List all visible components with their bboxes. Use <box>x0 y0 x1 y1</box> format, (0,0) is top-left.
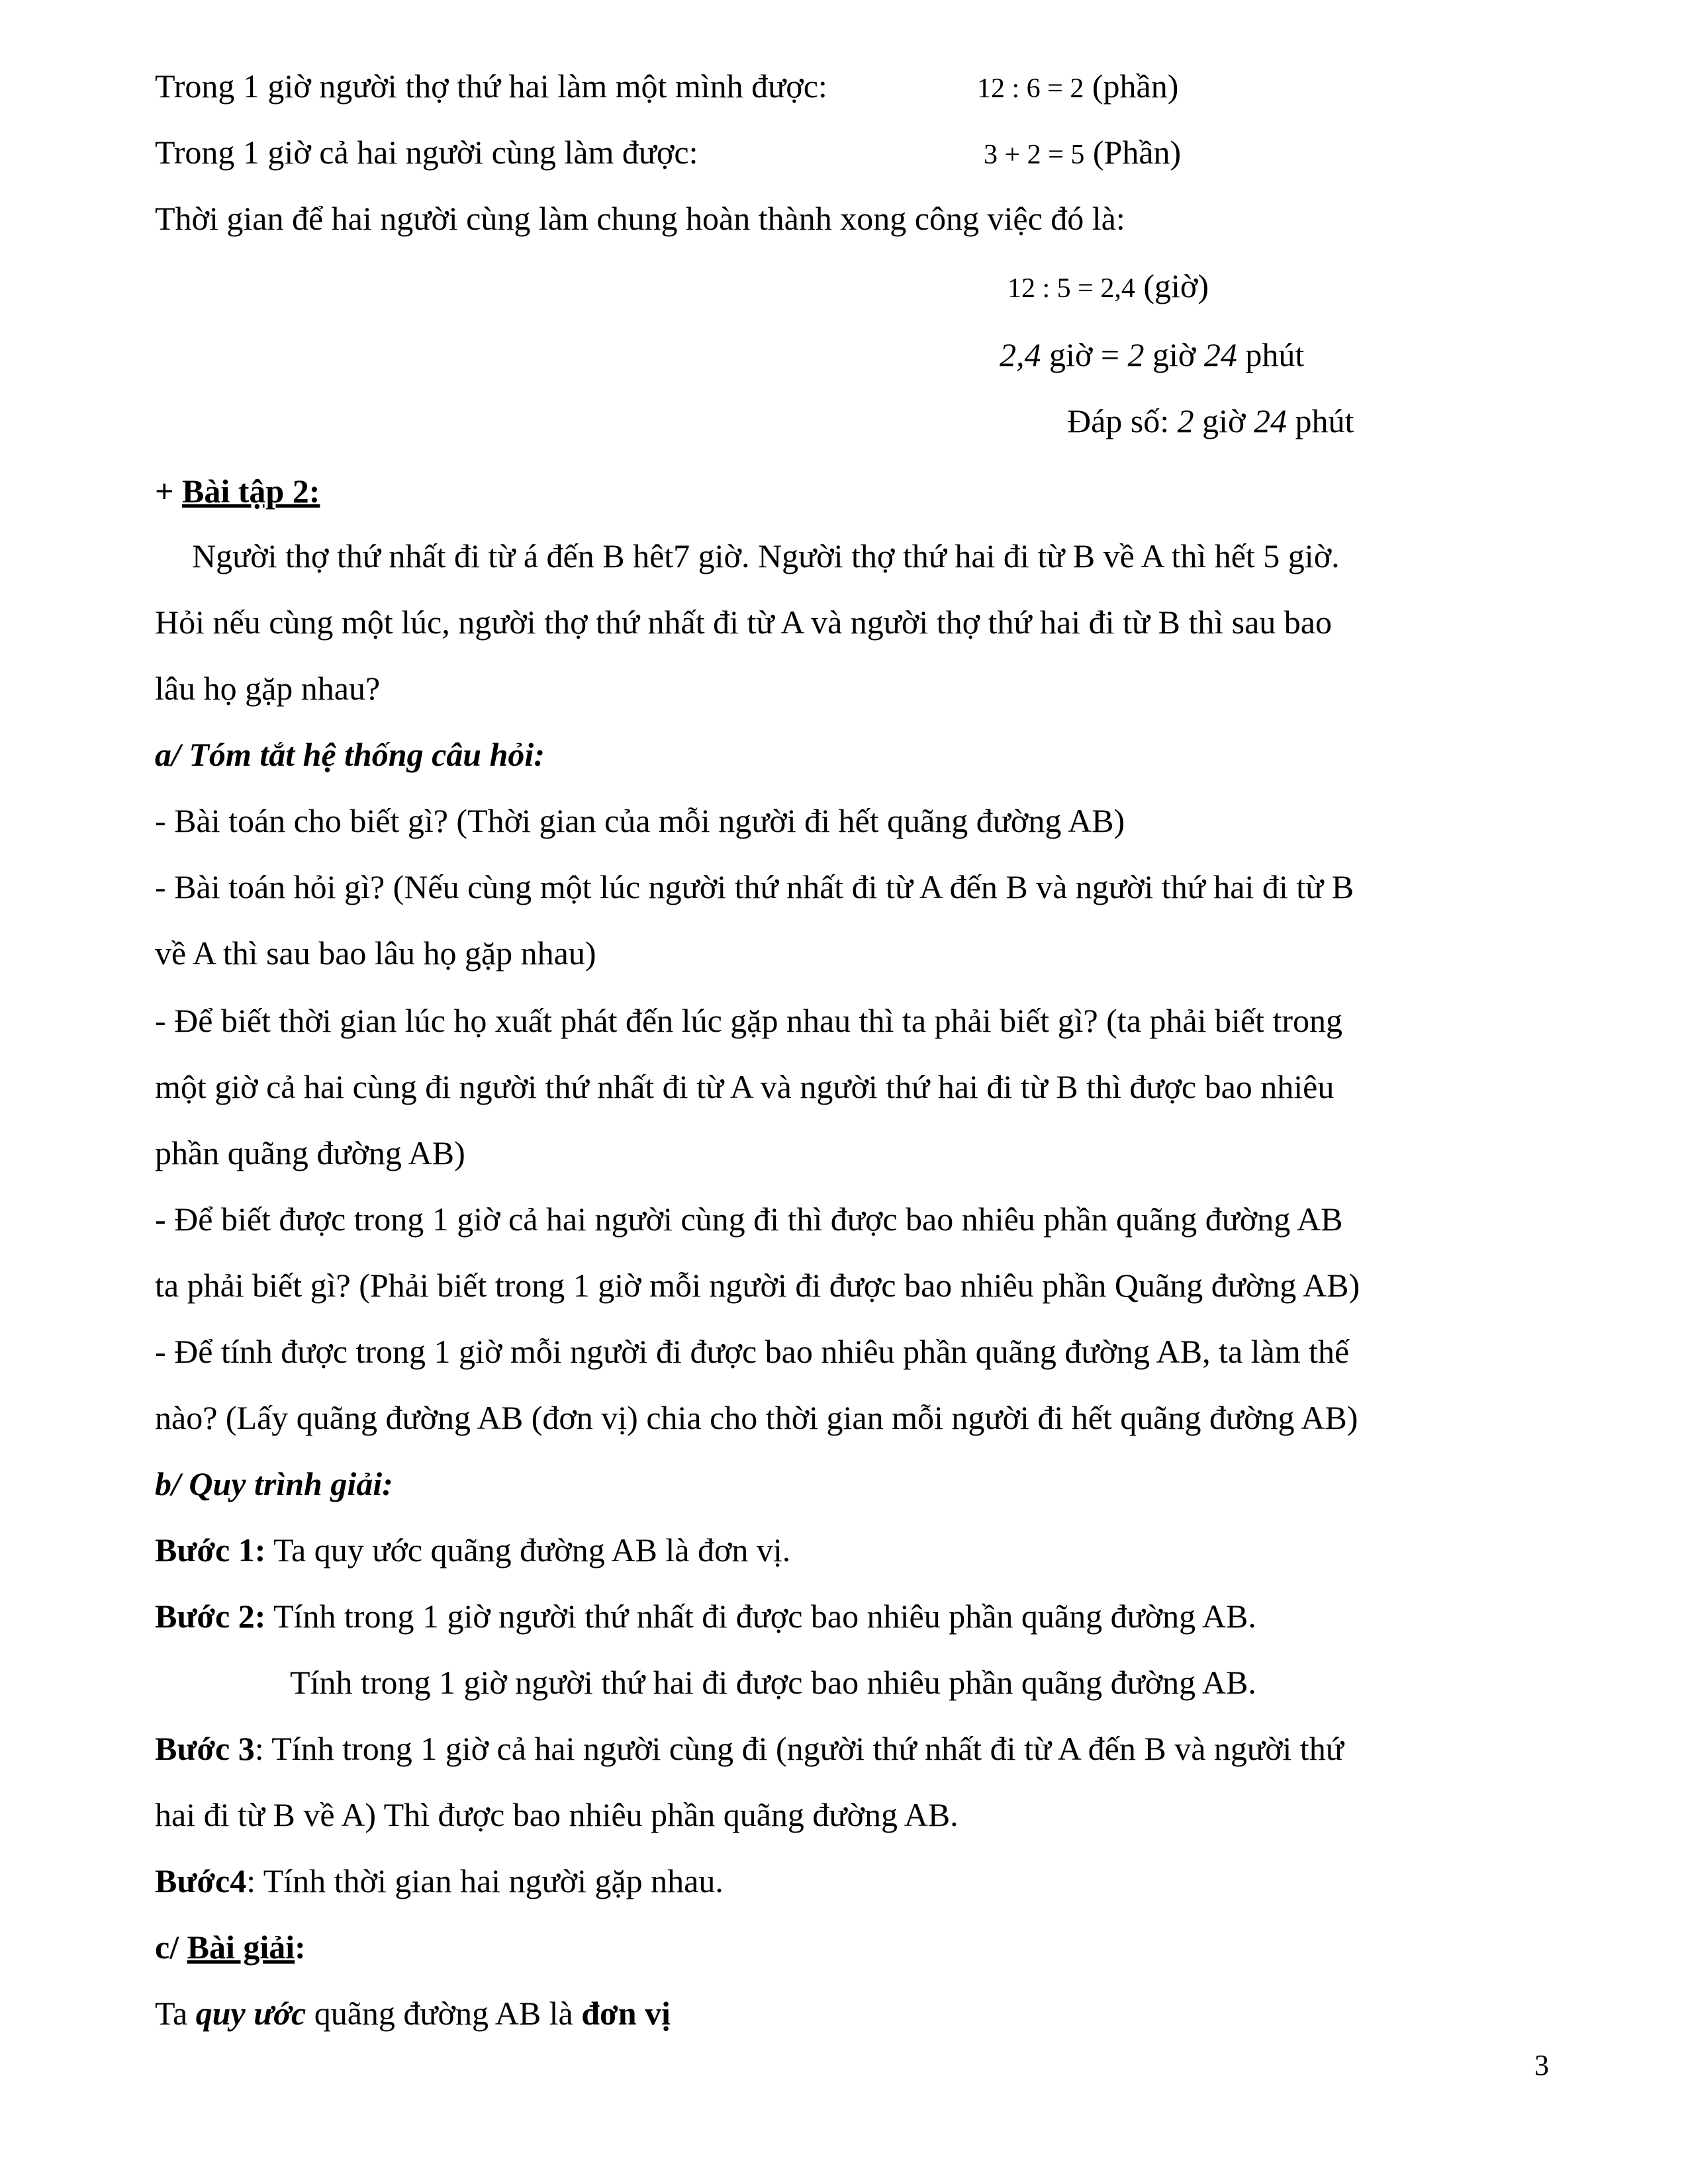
calc-line-5-e: 24 <box>1203 336 1237 373</box>
section-a-line-9: - Để tính được trong 1 giờ mỗi người đi được bao nhiêu phần quãng đường AB, ta làm thế <box>155 1333 1350 1370</box>
section-b-title: b/ Quy trình giải: <box>155 1465 393 1502</box>
problem-line-3-text: lâu họ gặp nhau? <box>155 670 381 707</box>
section-a-line-1: - Bài toán cho biết gì? (Thời gian của mỗi người đi hết quãng đường AB) <box>155 802 1125 839</box>
calc-line-3-text: Thời gian để hai người cùng làm chung hoàn thành xong công việc đó là: <box>155 200 1125 237</box>
calc-line-4-expr: 12 : 5 = 2,4 <box>1008 273 1135 304</box>
calc-line-3 <box>155 199 1125 238</box>
calc-line-2-text: Trong 1 giờ cả hai người cùng làm được: <box>155 134 698 171</box>
section-a-line-2: - Bài toán hỏi gì? (Nếu cùng một lúc người thứ nhất đi từ A đến B và người thứ hai đi từ B <box>155 868 1354 905</box>
section-c-line-d: đơn vị <box>581 1995 671 2032</box>
calc-line-4-unit: (giờ) <box>1143 267 1209 304</box>
section-c-colon: : <box>295 1929 306 1966</box>
section-a-line-7: - Để biết được trong 1 giờ cả hai người cùng đi thì được bao nhiêu phần quãng đường AB <box>155 1201 1343 1238</box>
calc-line-2-unit: (Phần) <box>1092 134 1182 171</box>
step-4-text: : Tính thời gian hai người gặp nhau. <box>246 1862 724 1899</box>
section-c-title: Bài giải <box>187 1929 295 1966</box>
section-c-heading <box>155 1927 306 1967</box>
step-1-label: Bước 1: <box>155 1531 266 1569</box>
calc-line-2-math <box>984 132 1181 175</box>
calc-line-1-unit: (phần) <box>1092 68 1179 105</box>
calc-line-4 <box>1008 266 1209 308</box>
problem-line-1-text: Người thợ thứ nhất đi từ á đến B hêt7 giờ. Người thợ thứ hai đi từ B về A thì hết 5 giờ. <box>192 537 1340 574</box>
calc-line-5-c: 2 <box>1127 336 1145 373</box>
problem-line-2-text: Hỏi nếu cùng một lúc, người thợ thứ nhất đi từ A và người thợ thứ hai đi từ B thì sau bao <box>155 604 1332 641</box>
answer-label: Đáp số: <box>1067 402 1170 439</box>
step-2-line-2: Tính trong 1 giờ người thứ hai đi được bao nhiêu phần quãng đường AB. <box>290 1664 1256 1701</box>
step-3 <box>155 1729 1344 1768</box>
step-3-label: Bước 3 <box>155 1730 255 1767</box>
answer-c: 24 <box>1254 402 1287 439</box>
calc-line-1 <box>155 66 827 106</box>
calc-line-5-a: 2,4 <box>1000 336 1041 373</box>
section-c-line-a: Ta <box>155 1995 196 2032</box>
step-3-line-2: hai đi từ B về A) Thì được bao nhiêu phần quãng đường AB. <box>155 1796 959 1833</box>
calc-line-5-b: giờ = <box>1049 336 1120 373</box>
section-a-title: a/ Tóm tắt hệ thống câu hỏi: <box>155 736 545 773</box>
exercise-2-title: Bài tập 2: <box>182 473 320 510</box>
problem-line-1 <box>192 536 1340 576</box>
problem-line-2 <box>155 602 1332 642</box>
step-1 <box>155 1530 790 1570</box>
calc-line-2-expr: 3 + 2 = 5 <box>984 140 1085 170</box>
section-a-line-10: nào? (Lấy quãng đường AB (đơn vị) chia cho thời gian mỗi người đi hết quãng đường AB) <box>155 1399 1358 1436</box>
answer-a: 2 <box>1177 402 1194 439</box>
section-c-line <box>155 1993 671 2033</box>
section-a-line-5: một giờ cả hai cùng đi người thứ nhất đi từ A và người thứ hai đi từ B thì được bao nhiêu <box>155 1068 1335 1105</box>
calc-line-5-d: giờ <box>1152 336 1196 373</box>
step-1-text: Ta quy ước quãng đường AB là đơn vị. <box>265 1531 791 1569</box>
step-3-text: : Tính trong 1 giờ cả hai người cùng đi (người thứ nhất đi từ A đến B và người thứ <box>254 1730 1344 1767</box>
section-a-line-6: phần quãng đường AB) <box>155 1134 465 1171</box>
step-2-label: Bước 2: <box>155 1598 266 1635</box>
section-c-prefix: c/ <box>155 1929 187 1966</box>
calc-line-1-math <box>977 66 1178 109</box>
section-c-line-c: quãng đường AB là <box>306 1995 582 2032</box>
step-2 <box>155 1596 1256 1636</box>
problem-line-3 <box>155 668 380 708</box>
calc-line-1-text: Trong 1 giờ người thợ thứ hai làm một mình được: <box>155 68 827 105</box>
step-4-label: Bước4 <box>155 1862 247 1899</box>
calc-line-1-expr: 12 : 6 = 2 <box>977 73 1084 104</box>
step-2-text: Tính trong 1 giờ người thứ nhất đi được bao nhiêu phần quãng đường AB. <box>265 1598 1256 1635</box>
calc-line-2 <box>155 132 698 172</box>
step-4 <box>155 1861 724 1901</box>
section-a-line-4: - Để biết thời gian lúc họ xuất phát đến lúc gặp nhau thì ta phải biết gì? (ta phải biết trong <box>155 1002 1342 1039</box>
answer-b: giờ <box>1202 402 1246 439</box>
answer-line <box>1067 401 1354 441</box>
exercise-2-heading <box>155 471 320 511</box>
section-c-line-b: quy ước <box>195 1995 306 2032</box>
calc-line-5 <box>1000 335 1304 375</box>
section-a-line-3: về A thì sau bao lâu họ gặp nhau) <box>155 934 596 972</box>
section-a-line-8: ta phải biết gì? (Phải biết trong 1 giờ mỗi người đi được bao nhiêu phần Quãng đường AB) <box>155 1267 1360 1304</box>
exercise-2-prefix: + <box>155 473 182 510</box>
calc-line-5-f: phút <box>1245 336 1305 373</box>
page-number: 3 <box>1534 2049 1549 2081</box>
answer-d: phút <box>1295 402 1354 439</box>
